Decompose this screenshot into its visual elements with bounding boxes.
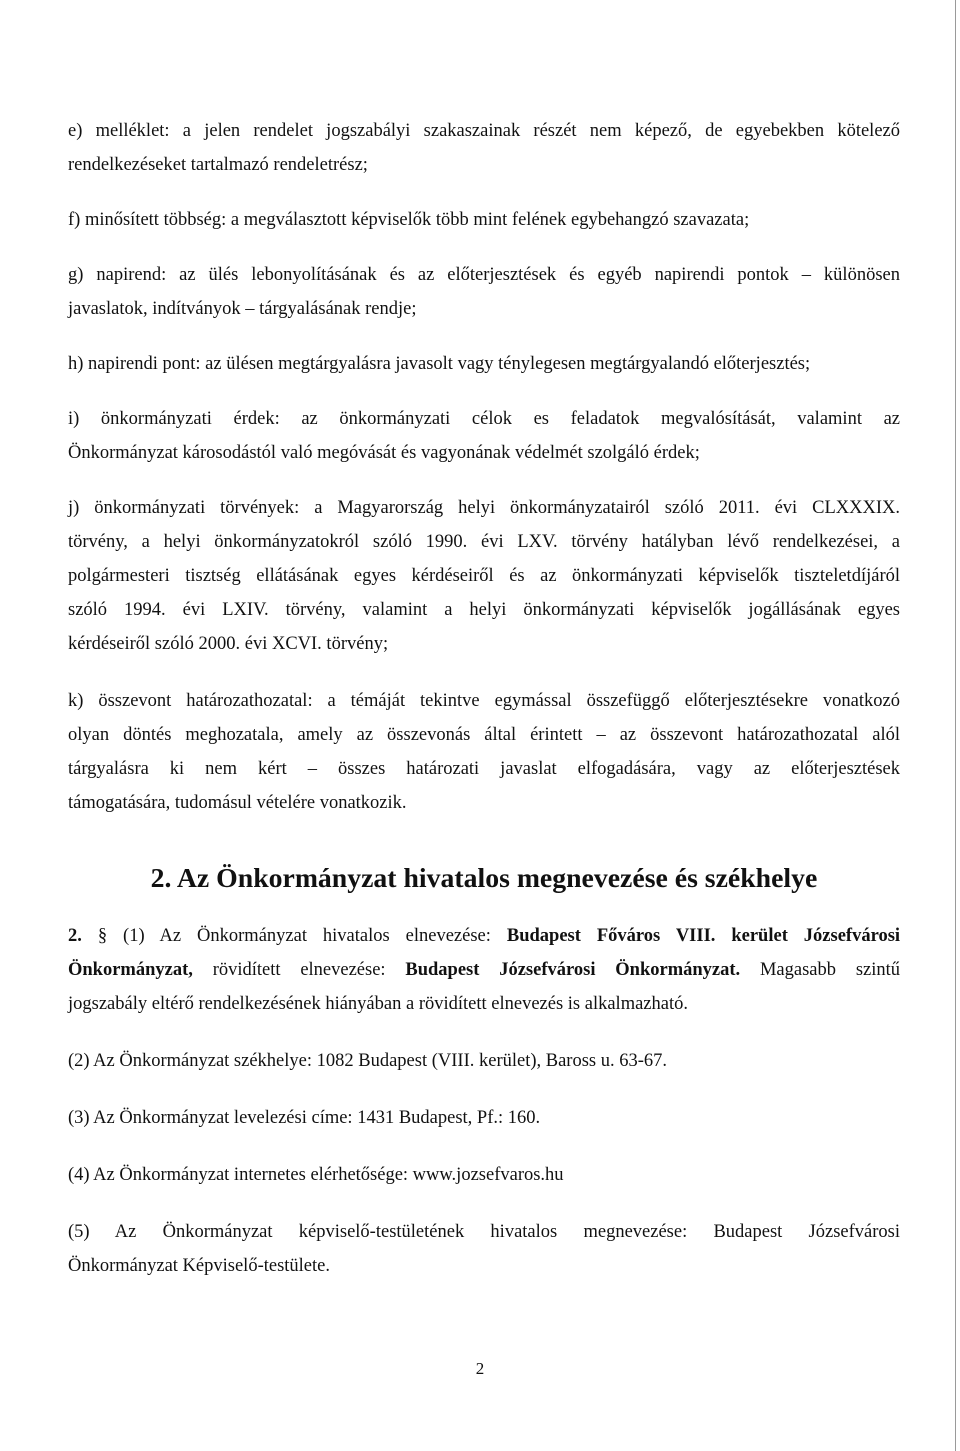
paragraph-line: Önkormányzat Képviselő-testülete. <box>68 1256 330 1276</box>
section-2-paragraph-2 <box>68 1044 900 1078</box>
short-name: Budapest Józsefvárosi Önkormányzat. <box>405 960 741 980</box>
section-sign: § <box>97 926 108 946</box>
section-2-paragraph-5 <box>68 1215 900 1283</box>
definition-line: rendelkezéseket tartalmazó rendeletrész; <box>68 155 368 175</box>
definition-h <box>68 347 900 381</box>
definition-line: h) napirendi pont: az ülésen megtárgyalásra javasolt vagy ténylegesen megtárgyalandó előterjesztés; <box>68 354 811 374</box>
section-2-paragraph-1 <box>68 919 900 1021</box>
paragraph-line: (4) Az Önkormányzat internetes elérhetősége: www.jozsefvaros.hu <box>68 1165 564 1185</box>
definition-f <box>68 203 900 237</box>
definition-line: szóló 1994. évi LXIV. törvény, valamint a helyi önkormányzati képviselők jogállásának egyes <box>68 600 900 620</box>
definition-line: törvény, a helyi önkormányzatokról szóló 1990. évi LXV. törvény hatályban lévő rendelkezései, a <box>68 532 900 552</box>
paragraph-line: Önkormányzat, rövidített elnevezése: Budapest Józsefvárosi Önkormányzat. Magasabb szintű <box>68 960 901 980</box>
definition-line: g) napirend: az ülés lebonyolításának és az előterjesztések és egyéb napirendi pontok – különösen <box>68 265 900 285</box>
definition-i <box>68 402 900 470</box>
definition-line: j) önkormányzati törvények: a Magyarország helyi önkormányzatairól szóló 2011. évi CLXXXIX. <box>68 498 900 518</box>
scan-edge-line <box>955 0 956 1451</box>
definition-line: olyan döntés meghozatala, amely az összevonás által érintett – az összevont határozathozatal alól <box>68 725 900 745</box>
definition-line: támogatására, tudomásul vételére vonatkozik. <box>68 793 407 813</box>
definition-line: k) összevont határozathozatal: a témáját tekintve egymással összefüggő előterjesztésekre vonatkozó <box>68 691 900 711</box>
paragraph-line: jogszabály eltérő rendelkezésének hiányában a rövidített elnevezés is alkalmazható. <box>68 994 688 1014</box>
definition-line: e) melléklet: a jelen rendelet jogszabályi szakaszainak részét nem képező, de egyebekben kötelező <box>68 121 900 141</box>
definition-line: Önkormányzat károsodástól való megóvását és vagyonának védelmét szolgáló érdek; <box>68 443 700 463</box>
official-name: Budapest Főváros VIII. kerület Józsefvárosi <box>506 926 901 946</box>
definition-line: javaslatok, indítványok – tárgyalásának rendje; <box>68 299 417 319</box>
section-2-paragraph-3 <box>68 1101 900 1135</box>
section-heading: 2. Az Önkormányzat hivatalos megnevezése és székhelye <box>150 863 818 894</box>
definition-j <box>68 491 900 661</box>
section-2-paragraph-4 <box>68 1158 900 1192</box>
paragraph-line: (5) Az Önkormányzat képviselő-testületének hivatalos megnevezése: Budapest Józsefvárosi <box>68 1222 900 1242</box>
definition-line: polgármesteri tisztség ellátásának egyes kérdéseiről és az önkormányzati képviselők tiszteletdíjáról <box>68 566 900 586</box>
section-number: 2. <box>68 926 82 946</box>
definition-line: i) önkormányzati érdek: az önkormányzati célok es feladatok megvalósítását, valamint az <box>68 409 900 429</box>
definition-e <box>68 114 900 182</box>
document-page <box>68 114 900 1283</box>
definition-line: f) minősített többség: a megválasztott képviselők több mint felének egybehangzó szavazata; <box>68 210 750 230</box>
definition-k <box>68 684 900 820</box>
page-number: 2 <box>475 1359 485 1378</box>
paragraph-line: (3) Az Önkormányzat levelezési címe: 1431 Budapest, Pf.: 160. <box>68 1108 541 1128</box>
paragraph-line: (2) Az Önkormányzat székhelye: 1082 Budapest (VIII. kerület), Baross u. 63-67. <box>68 1051 668 1071</box>
definition-g <box>68 258 900 326</box>
definition-line: kérdéseiről szóló 2000. évi XCVI. törvény; <box>68 634 389 654</box>
paragraph-line: 2. § (1) Az Önkormányzat hivatalos elnevezése: Budapest Főváros VIII. kerület Józsefvárosi <box>68 926 901 946</box>
official-name-cont: Önkormányzat, <box>68 960 193 980</box>
definition-line: tárgyalásra ki nem kért – összes határozati javaslat elfogadására, vagy az előterjesztések <box>68 759 900 779</box>
